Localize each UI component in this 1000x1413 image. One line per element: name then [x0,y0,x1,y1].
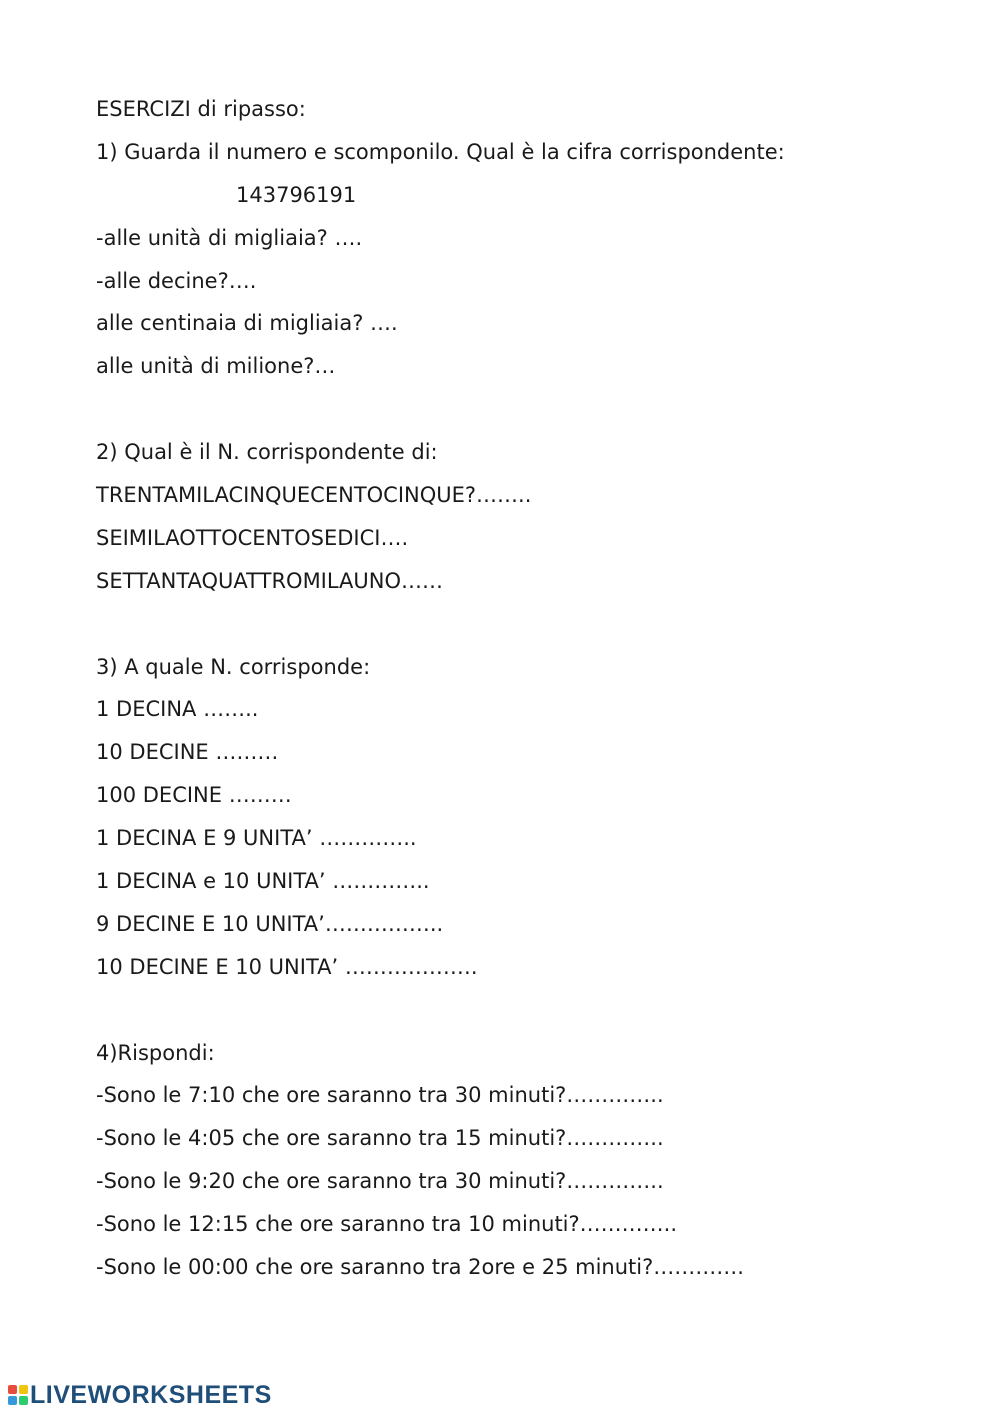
section-3-question: 10 DECINE ……… [96,740,279,765]
logo-text: LIVEWORKSHEETS [30,1380,272,1409]
section-2-heading: 2) Qual è il N. corrispondente di: [96,440,438,465]
section-4-question: -Sono le 9:20 che ore saranno tra 30 minuti?………….. [96,1169,664,1194]
spacer [96,989,956,1032]
section-3-question: 100 DECINE ……… [96,783,292,808]
worksheet [96,88,956,1289]
section-2-question: TRENTAMILACINQUECENTOCINQUE?…….. [96,483,532,508]
section-1-number: 143796191 [236,182,357,207]
section-4-question: -Sono le 12:15 che ore saranno tra 10 minuti?………….. [96,1212,678,1237]
spacer [96,603,956,646]
section-1-question: alle centinaia di migliaia? …. [96,311,398,336]
section-3-question: 10 DECINE E 10 UNITA’ ………………. [96,954,478,979]
section-3-question: 9 DECINE E 10 UNITA’…………….. [96,911,444,936]
section-1-question: -alle unità di migliaia? …. [96,225,363,250]
section-1-question: -alle decine?…. [96,268,257,293]
logo-block-red [8,1385,17,1394]
section-2-question: SETTANTAQUATTROMILAUNO…… [96,568,444,593]
liveworksheets-logo [8,1380,272,1410]
section-3-heading: 3) A quale N. corrisponde: [96,654,371,679]
section-1-question: alle unità di milione?… [96,354,336,379]
logo-block-blue [8,1396,17,1405]
logo-blocks-icon [8,1385,28,1405]
spacer [96,388,956,431]
section-2-question: SEIMILAOTTOCENTOSEDICI…. [96,525,409,550]
section-3-question: 1 DECINA …….. [96,697,259,722]
section-3-question: 1 DECINA e 10 UNITA’ ………….. [96,869,430,894]
worksheet-title: ESERCIZI di ripasso: [96,97,306,121]
section-4-question: -Sono le 4:05 che ore saranno tra 15 minuti?………….. [96,1126,664,1151]
section-4-heading: 4)Rispondi: [96,1040,215,1065]
logo-block-green [19,1396,28,1405]
section-4-question: -Sono le 00:00 che ore saranno tra 2ore e 25 minuti?…………. [96,1255,744,1280]
section-3-question: 1 DECINA E 9 UNITA’ ………….. [96,826,417,851]
section-1-heading: 1) Guarda il numero e scomponilo. Qual è la cifra corrispondente: [96,139,785,164]
section-4-question: -Sono le 7:10 che ore saranno tra 30 minuti?………….. [96,1083,664,1108]
logo-block-yellow [19,1385,28,1394]
